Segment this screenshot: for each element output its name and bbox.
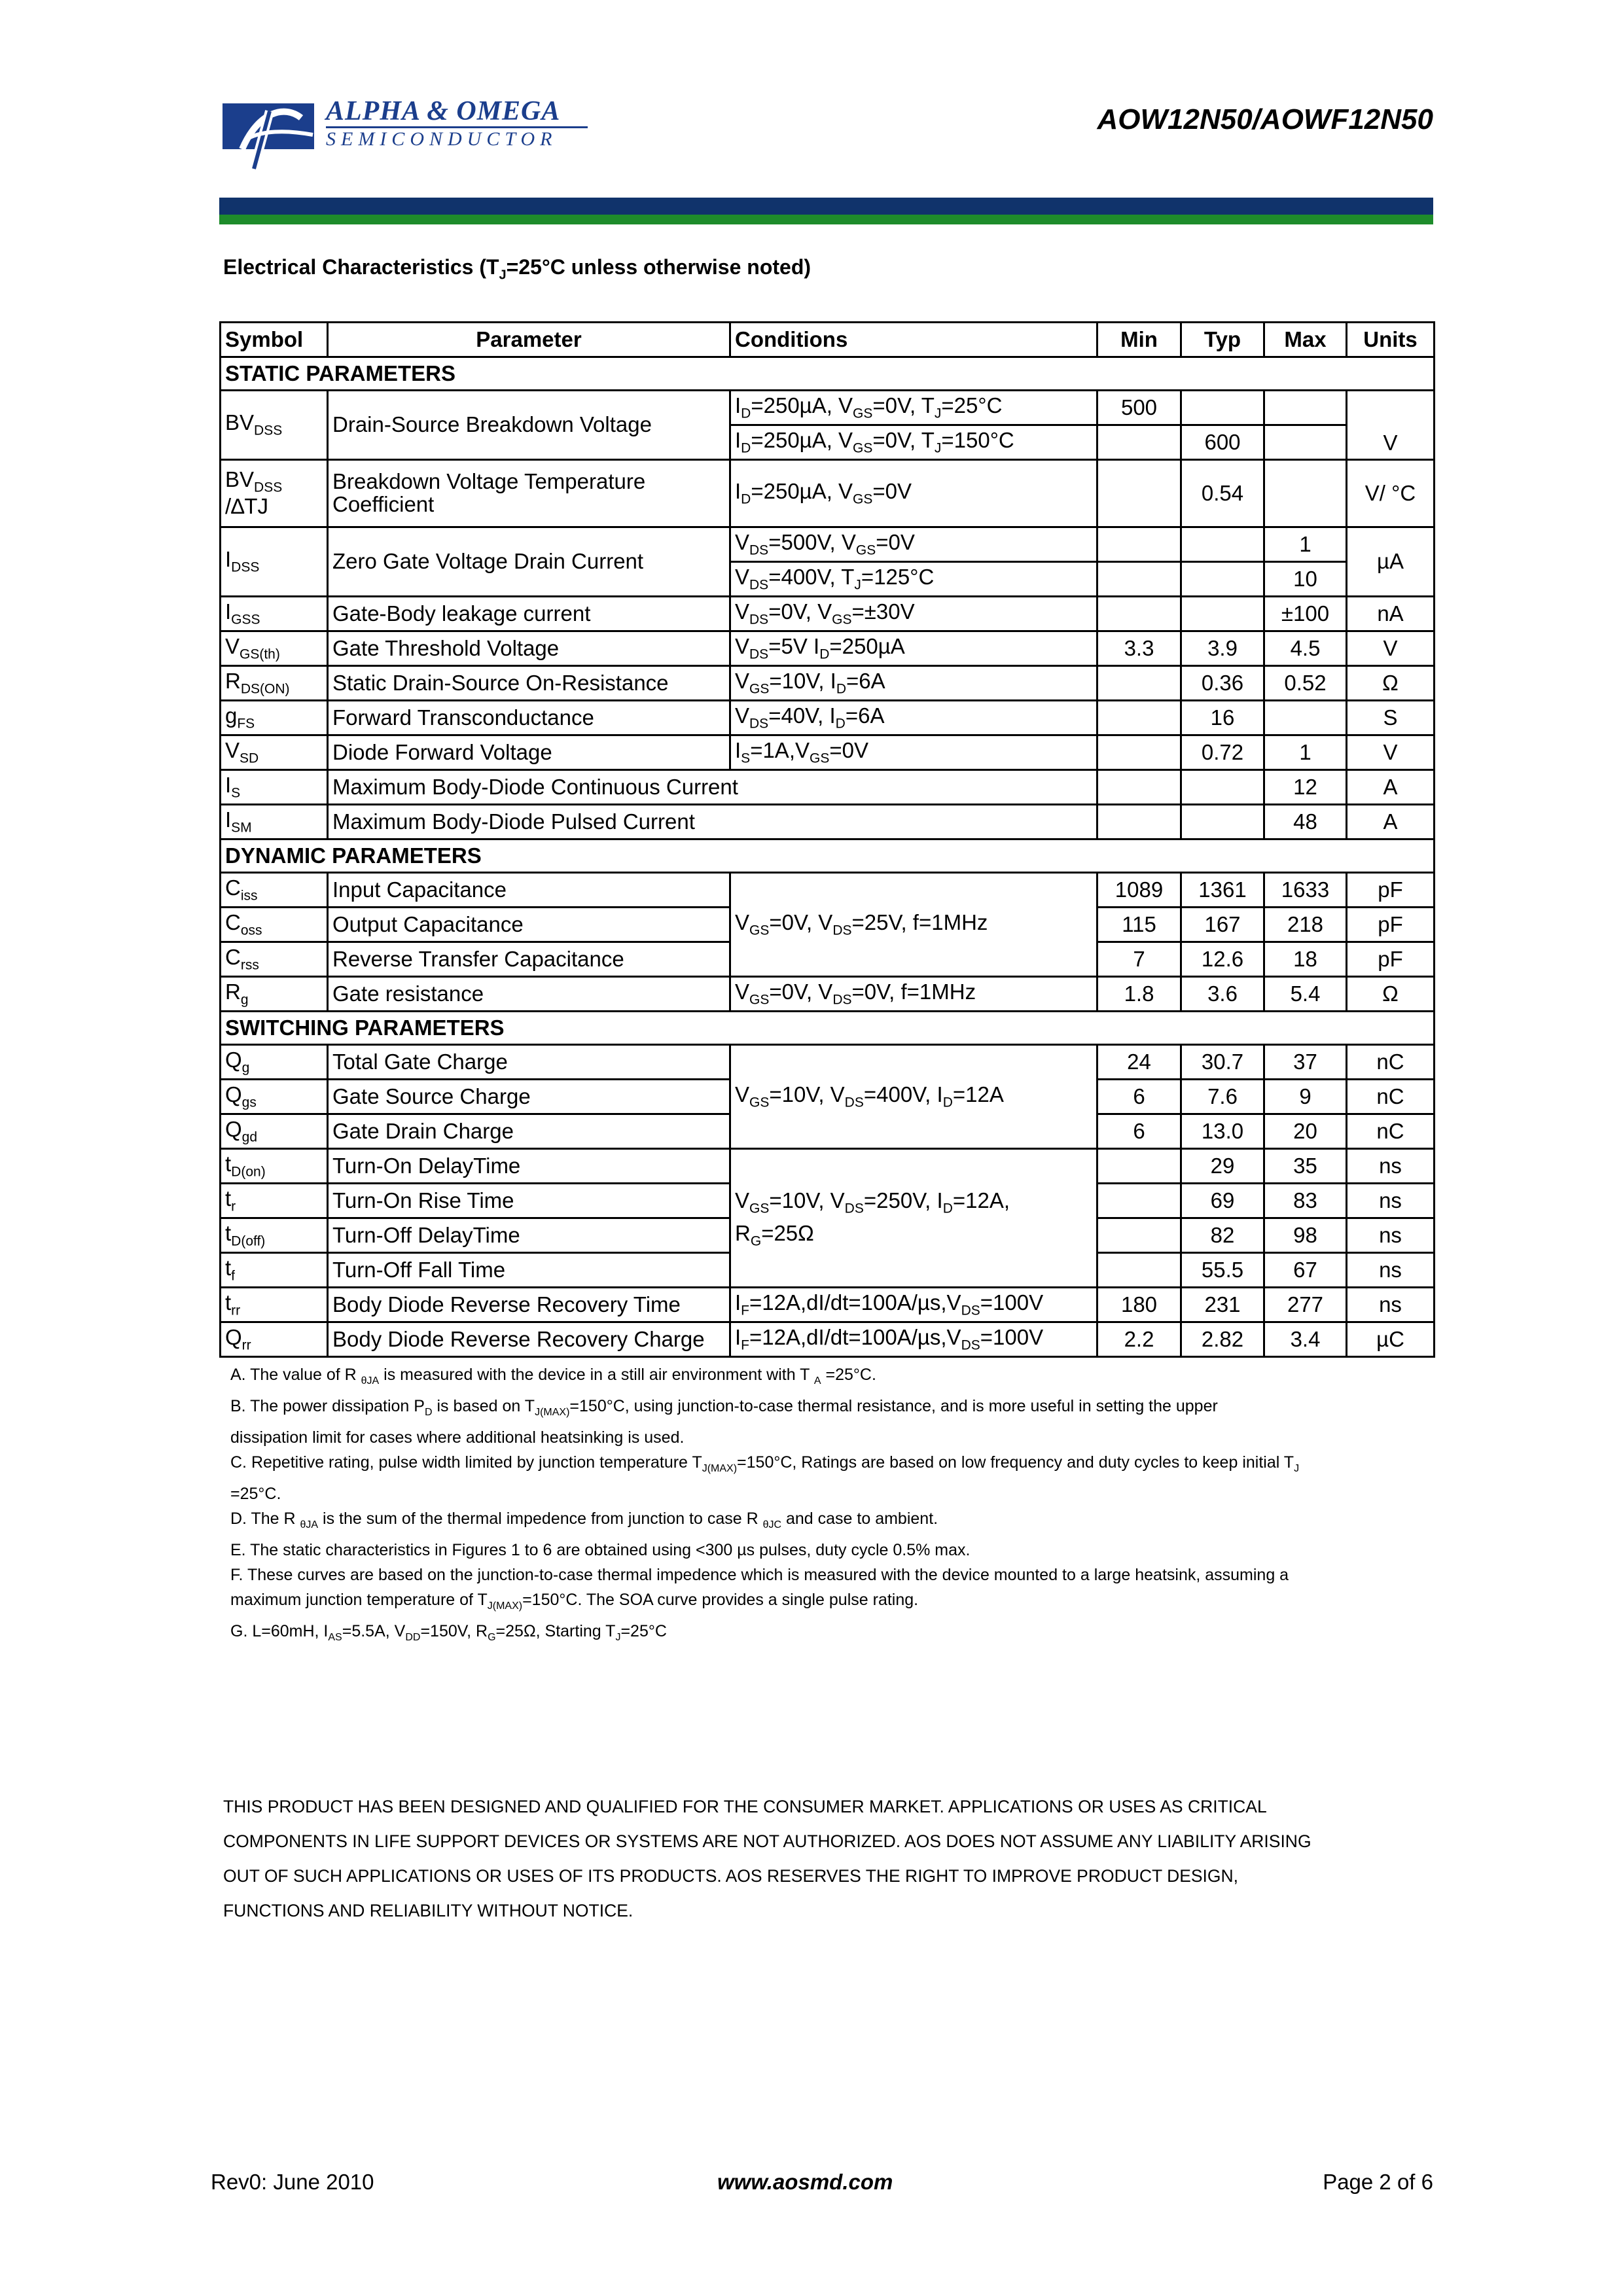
- typ-cell: [1181, 527, 1264, 562]
- subscript: GS: [832, 612, 852, 627]
- header-conditions: Conditions: [730, 323, 1097, 357]
- units-cell: ns: [1347, 1149, 1435, 1184]
- subscript: DS: [844, 1095, 864, 1110]
- max-cell: 5.4: [1264, 977, 1347, 1012]
- max-cell: 10: [1264, 562, 1347, 597]
- units-cell: ns: [1347, 1184, 1435, 1218]
- symbol-cell: $t_r$: [221, 1184, 328, 1218]
- max-cell: 35: [1264, 1149, 1347, 1184]
- subscript: GS: [749, 923, 770, 938]
- subscript: GS: [749, 992, 770, 1008]
- symbol-cell: $C_{rss}$: [221, 942, 328, 977]
- conditions-cell: $V_{DS}=40V$, $I_D=6A$: [730, 701, 1097, 735]
- subscript: DS: [749, 646, 769, 662]
- subscript: D: [942, 1201, 953, 1216]
- footer-page-number: Page 2 of 6: [1323, 2170, 1433, 2194]
- section-header: STATIC PARAMETERS: [221, 357, 1435, 391]
- note-line: B. The power dissipation $P_D$ is based on $T_{J(MAX)}=150^\circ C$, using junction-to-case thermal resistance, and is more useful in setting the upper: [230, 1397, 1218, 1418]
- typ-cell: [1181, 391, 1264, 425]
- min-cell: 6: [1097, 1080, 1181, 1114]
- disclaimer-line: OUT OF SUCH APPLICATIONS OR USES OF ITS PRODUCTS. AOS RESERVES THE RIGHT TO IMPROVE PRODUCT DESIGN,: [223, 1866, 1239, 1886]
- subscript: DD: [405, 1632, 421, 1643]
- header-band-blue: [219, 198, 1433, 215]
- parameter-cell: Diode Forward Voltage: [328, 735, 730, 770]
- symbol-cell: $V_{GS(th)}$: [221, 631, 328, 666]
- table-row: [221, 770, 1435, 805]
- parameter-cell: Gate resistance: [328, 977, 730, 1012]
- symbol-cell: $C_{iss}$: [221, 873, 328, 908]
- max-cell: 4.5: [1264, 631, 1347, 666]
- conditions-cell: $V_{DS}=5V$ $I_D=250\mu A$: [730, 631, 1097, 666]
- max-cell: 83: [1264, 1184, 1347, 1218]
- subscript: D: [836, 681, 846, 697]
- header-symbol: Symbol: [221, 323, 328, 357]
- disclaimer-line: THIS PRODUCT HAS BEEN DESIGNED AND QUALIFIED FOR THE CONSUMER MARKET. APPLICATIONS OR USES AS CRITICAL: [223, 1797, 1267, 1816]
- table-row: [221, 391, 1435, 425]
- max-cell: 48: [1264, 805, 1347, 839]
- typ-cell: [1181, 770, 1264, 805]
- subscript: iss: [240, 888, 258, 904]
- subscript: D: [835, 716, 846, 732]
- parameter-cell: Turn-Off DelayTime: [328, 1218, 730, 1253]
- min-cell: 6: [1097, 1114, 1181, 1149]
- company-logo: [223, 98, 314, 170]
- typ-cell: 3.9: [1181, 631, 1264, 666]
- subscript: DS: [749, 542, 769, 558]
- typ-cell: 3.6: [1181, 977, 1264, 1012]
- header-max: Max: [1264, 323, 1347, 357]
- min-cell: 500: [1097, 391, 1181, 425]
- header-parameter: Parameter: [328, 323, 730, 357]
- min-cell: [1097, 527, 1181, 562]
- subscript: GS: [810, 751, 830, 766]
- symbol-cell: $Q_{gd}$: [221, 1114, 328, 1149]
- subscript: GS: [853, 491, 873, 507]
- table-row: [221, 805, 1435, 839]
- symbol-cell: $V_{SD}$: [221, 735, 328, 770]
- units-cell: nC: [1347, 1114, 1435, 1149]
- max-cell: 277: [1264, 1288, 1347, 1322]
- max-cell: 67: [1264, 1253, 1347, 1288]
- min-cell: [1097, 701, 1181, 735]
- subscript: D: [819, 646, 830, 662]
- conditions-cell: $V_{DS}=0V$, $V_{GS}=\pm 30V$: [730, 597, 1097, 631]
- min-cell: 180: [1097, 1288, 1181, 1322]
- parameter-cell: Static Drain-Source On-Resistance: [328, 666, 730, 701]
- parameter-cell: Forward Transconductance: [328, 701, 730, 735]
- conditions-cell: $I_F=12A,dI/dt=100A/\mu s,V_{DS}=100V$: [730, 1322, 1097, 1357]
- symbol-cell: $I_S$: [221, 770, 328, 805]
- min-cell: 1089: [1097, 873, 1181, 908]
- section-title: Electrical Characteristics ($T_J=25^\circ C$ unless otherwise noted): [223, 255, 812, 283]
- subscript: gd: [241, 1129, 258, 1145]
- subscript: D: [424, 1407, 433, 1418]
- subscript: rr: [241, 1337, 251, 1353]
- section-header: DYNAMIC PARAMETERS: [221, 839, 1435, 873]
- section-row: [221, 1012, 1435, 1045]
- parameter-cell: Turn-On Rise Time: [328, 1184, 730, 1218]
- subscript: DS: [961, 1337, 980, 1353]
- table-row: [221, 597, 1435, 631]
- min-cell: [1097, 735, 1181, 770]
- subscript: r: [231, 1199, 236, 1214]
- min-cell: [1097, 1149, 1181, 1184]
- parameter-cell: Reverse Transfer Capacitance: [328, 942, 730, 977]
- subscript: AS: [328, 1632, 342, 1643]
- units-cell: nC: [1347, 1080, 1435, 1114]
- subscript: DS: [749, 577, 769, 593]
- parameter-cell: Gate Drain Charge: [328, 1114, 730, 1149]
- units-cell: V: [1347, 391, 1435, 460]
- subscript: GS: [855, 542, 876, 558]
- note-line: dissipation limit for cases where additional heatsinking is used.: [230, 1428, 685, 1447]
- parameter-cell: Zero Gate Voltage Drain Current: [328, 527, 730, 597]
- min-cell: [1097, 562, 1181, 597]
- subscript: g: [241, 1060, 250, 1076]
- typ-cell: 167: [1181, 908, 1264, 942]
- min-cell: [1097, 1218, 1181, 1253]
- parameter-cell: Turn-On DelayTime: [328, 1149, 730, 1184]
- typ-cell: 13.0: [1181, 1114, 1264, 1149]
- units-cell: ns: [1347, 1288, 1435, 1322]
- typ-cell: [1181, 597, 1264, 631]
- max-cell: [1264, 460, 1347, 527]
- subscript: DSS: [254, 423, 283, 438]
- subscript: GS(th): [240, 646, 280, 662]
- max-cell: 37: [1264, 1045, 1347, 1080]
- section-row: [221, 839, 1435, 873]
- table-row: [221, 701, 1435, 735]
- subscript: F: [741, 1303, 749, 1318]
- units-cell: pF: [1347, 942, 1435, 977]
- conditions-cell: $I_S=1A,V_{GS}=0V$: [730, 735, 1097, 770]
- section-header: SWITCHING PARAMETERS: [221, 1012, 1435, 1045]
- subscript: J: [1294, 1463, 1300, 1474]
- conditions-cell: $V_{GS}=10V$, $I_D=6A$: [730, 666, 1097, 701]
- max-cell: 1: [1264, 735, 1347, 770]
- typ-cell: 12.6: [1181, 942, 1264, 977]
- subscript: GS: [749, 1095, 770, 1110]
- min-cell: [1097, 1184, 1181, 1218]
- conditions-cell: $V_{GS}=0V$, $V_{DS}=0V$, f=1MHz: [730, 977, 1097, 1012]
- subscript: A: [813, 1375, 821, 1386]
- parameter-cell: Total Gate Charge: [328, 1045, 730, 1080]
- units-cell: V: [1347, 631, 1435, 666]
- symbol-cell: $t_f$: [221, 1253, 328, 1288]
- subscript: J(MAX): [487, 1600, 523, 1612]
- table-row: [221, 735, 1435, 770]
- header-units: Units: [1347, 323, 1435, 357]
- parameter-cell: Gate-Body leakage current: [328, 597, 730, 631]
- footer-revision: Rev0: June 2010: [211, 2170, 374, 2194]
- table-row: [221, 873, 1435, 908]
- table-row: [221, 631, 1435, 666]
- typ-cell: [1181, 562, 1264, 597]
- table-header-row: [221, 323, 1435, 357]
- min-cell: [1097, 1253, 1181, 1288]
- subscript: J: [854, 577, 861, 593]
- table-row: [221, 1288, 1435, 1322]
- subscript: DS: [832, 923, 852, 938]
- subscript: J(MAX): [702, 1463, 738, 1474]
- typ-cell: 2.82: [1181, 1322, 1264, 1357]
- parameter-cell: Gate Source Charge: [328, 1080, 730, 1114]
- subscript: G: [488, 1632, 496, 1643]
- subscript: gs: [241, 1095, 257, 1110]
- units-cell: Ω: [1347, 666, 1435, 701]
- subscript: GS: [853, 406, 873, 421]
- note-line: maximum junction temperature of $T_{J(MAX)}=150^\circ C$. The SOA curve provides a single pulse rating.: [230, 1591, 919, 1612]
- symbol-cell: $BV_{DSS}$: [221, 391, 328, 460]
- min-cell: [1097, 770, 1181, 805]
- min-cell: [1097, 666, 1181, 701]
- subscript: DS: [749, 612, 769, 627]
- subscript: DS: [844, 1201, 864, 1216]
- units-cell: µC: [1347, 1322, 1435, 1357]
- min-cell: 24: [1097, 1045, 1181, 1080]
- conditions-cell: $V_{DS}=500V$, $V_{GS}=0V$: [730, 527, 1097, 562]
- parameter-cell: Input Capacitance: [328, 873, 730, 908]
- typ-cell: 0.72: [1181, 735, 1264, 770]
- section-row: [221, 357, 1435, 391]
- max-cell: 1: [1264, 527, 1347, 562]
- subscript: SD: [240, 751, 259, 766]
- max-cell: [1264, 425, 1347, 460]
- max-cell: 3.4: [1264, 1322, 1347, 1357]
- min-cell: [1097, 425, 1181, 460]
- subscript: S: [231, 785, 241, 801]
- footer-website-link[interactable]: www.aosmd.com: [717, 2170, 893, 2194]
- units-cell: nC: [1347, 1045, 1435, 1080]
- max-cell: 218: [1264, 908, 1347, 942]
- subscript: DSS: [254, 480, 283, 495]
- max-cell: [1264, 391, 1347, 425]
- max-cell: 1633: [1264, 873, 1347, 908]
- subscript: g: [240, 992, 249, 1008]
- subscript: DS: [832, 992, 852, 1008]
- subscript: S: [741, 751, 751, 766]
- typ-cell: 55.5: [1181, 1253, 1264, 1288]
- typ-cell: 600: [1181, 425, 1264, 460]
- conditions-cell: $V_{DS}=400V$, $T_J=125^\circ C$: [730, 562, 1097, 597]
- table-body: [221, 323, 1435, 1357]
- typ-cell: 0.54: [1181, 460, 1264, 527]
- table-row: [221, 1322, 1435, 1357]
- min-cell: 3.3: [1097, 631, 1181, 666]
- units-cell: A: [1347, 770, 1435, 805]
- header-min: Min: [1097, 323, 1181, 357]
- conditions-cell: $I_D=250\mu A$, $V_{GS}=0V$, $T_J=25^\circ C$: [730, 391, 1097, 425]
- subscript: DS: [961, 1303, 980, 1318]
- conditions-cell: $I_F=12A,dI/dt=100A/\mu s,V_{DS}=100V$: [730, 1288, 1097, 1322]
- symbol-cell: $I_{SM}$: [221, 805, 328, 839]
- subscript: rss: [240, 957, 259, 973]
- subscript: GS: [749, 681, 770, 697]
- units-cell: µA: [1347, 527, 1435, 597]
- parameter-cell: Output Capacitance: [328, 908, 730, 942]
- subscript: rr: [231, 1303, 241, 1318]
- symbol-cell: $Q_g$: [221, 1045, 328, 1080]
- table-row: [221, 527, 1435, 562]
- units-cell: ns: [1347, 1218, 1435, 1253]
- units-cell: nA: [1347, 597, 1435, 631]
- header-typ: Typ: [1181, 323, 1264, 357]
- units-cell: Ω: [1347, 977, 1435, 1012]
- parameter-cell: Turn-Off Fall Time: [328, 1253, 730, 1288]
- symbol-cell: $I_{GSS}$: [221, 597, 328, 631]
- disclaimer-line: COMPONENTS IN LIFE SUPPORT DEVICES OR SYSTEMS ARE NOT AUTHORIZED. AOS DOES NOT ASSUME ANY LIABILITY ARISING: [223, 1831, 1311, 1851]
- subscript: D(on): [231, 1164, 266, 1180]
- subscript: J: [615, 1632, 621, 1643]
- note-line: F. These curves are based on the junction-to-case thermal impedence which is measured with the device mounted to a large heatsink, assuming a: [230, 1566, 1289, 1584]
- disclaimer: [223, 1790, 1434, 1928]
- symbol-cell: $C_{oss}$: [221, 908, 328, 942]
- typ-cell: 16: [1181, 701, 1264, 735]
- table-row: [221, 1149, 1435, 1184]
- subscript: f: [231, 1268, 236, 1284]
- max-cell: 12: [1264, 770, 1347, 805]
- conditions-cell: $V_{GS}=10V$, $V_{DS}=400V$, $I_D=12A$: [730, 1045, 1097, 1149]
- subscript: D: [741, 491, 751, 507]
- units-cell: pF: [1347, 873, 1435, 908]
- typ-cell: [1181, 805, 1264, 839]
- typ-cell: 30.7: [1181, 1045, 1264, 1080]
- max-cell: 18: [1264, 942, 1347, 977]
- max-cell: 9: [1264, 1080, 1347, 1114]
- subscript: DS(ON): [240, 681, 290, 697]
- subscript: FS: [237, 716, 255, 732]
- subscript: D: [942, 1095, 953, 1110]
- disclaimer-line: FUNCTIONS AND RELIABILITY WITHOUT NOTICE.: [223, 1901, 633, 1920]
- max-cell: 98: [1264, 1218, 1347, 1253]
- electrical-characteristics-table: [219, 321, 1435, 1358]
- subscript: D: [741, 406, 751, 421]
- symbol-cell: $BV_{DSS}$ /∆TJ: [221, 460, 328, 527]
- min-cell: 7: [1097, 942, 1181, 977]
- conditions-cell: $I_D=250\mu A$, $V_{GS}=0V$: [730, 460, 1097, 527]
- typ-cell: 29: [1181, 1149, 1264, 1184]
- typ-cell: 231: [1181, 1288, 1264, 1322]
- typ-cell: 69: [1181, 1184, 1264, 1218]
- parameter-cell: Drain-Source Breakdown Voltage: [328, 391, 730, 460]
- subscript: θJA: [300, 1519, 319, 1530]
- table-row: [221, 460, 1435, 527]
- footnotes: [230, 1362, 1435, 1650]
- symbol-cell: $g_{FS}$: [221, 701, 328, 735]
- parameter-cell: Maximum Body-Diode Continuous Current: [328, 770, 1097, 805]
- note-line: D. The R $_{\theta JA}$ is the sum of the thermal impedence from junction to case R $_{\theta JC}$ and case to ambient.: [230, 1510, 938, 1530]
- symbol-cell: $R_{DS(ON)}$: [221, 666, 328, 701]
- symbol-cell: $Q_{rr}$: [221, 1322, 328, 1357]
- min-cell: [1097, 805, 1181, 839]
- typ-cell: 1361: [1181, 873, 1264, 908]
- part-number: AOW12N50/AOWF12N50: [1097, 103, 1433, 135]
- table-row: [221, 1045, 1435, 1080]
- parameter-cell: Body Diode Reverse Recovery Time: [328, 1288, 730, 1322]
- max-cell: [1264, 701, 1347, 735]
- subscript: GS: [853, 440, 873, 456]
- note-line: E. The static characteristics in Figures 1 to 6 are obtained using <300 µs pulses, duty cycle 0.5% max.: [230, 1541, 971, 1559]
- min-cell: 2.2: [1097, 1322, 1181, 1357]
- units-cell: A: [1347, 805, 1435, 839]
- symbol-cell: $t_{rr}$: [221, 1288, 328, 1322]
- symbol-cell: $t_{D(off)}$: [221, 1218, 328, 1253]
- subscript: GSS: [231, 612, 260, 627]
- symbol-cell: $t_{D(on)}$: [221, 1149, 328, 1184]
- brand-subtitle: SEMICONDUCTOR: [326, 128, 558, 150]
- subscript: DSS: [231, 559, 260, 575]
- subscript: J: [934, 406, 942, 421]
- max-cell: ±100: [1264, 597, 1347, 631]
- subscript: SM: [231, 820, 252, 836]
- conditions-cell: $I_D=250\mu A$, $V_{GS}=0V$, $T_J=150^\circ C$: [730, 425, 1097, 460]
- subscript: θJC: [762, 1519, 782, 1530]
- parameter-cell: Breakdown Voltage Temperature Coefficient: [328, 460, 730, 527]
- subscript: J: [934, 440, 942, 456]
- note-line: C. Repetitive rating, pulse width limited by junction temperature $T_{J(MAX)}=150^\circ C$, Ratings are based on low frequency and duty cycles to keep initial $T_J$: [230, 1453, 1300, 1474]
- min-cell: 115: [1097, 908, 1181, 942]
- min-cell: [1097, 460, 1181, 527]
- header-band-green: [219, 215, 1433, 224]
- symbol-cell: $R_g$: [221, 977, 328, 1012]
- parameter-cell: Body Diode Reverse Recovery Charge: [328, 1322, 730, 1357]
- typ-cell: 82: [1181, 1218, 1264, 1253]
- typ-cell: 0.36: [1181, 666, 1264, 701]
- min-cell: 1.8: [1097, 977, 1181, 1012]
- units-cell: ns: [1347, 1253, 1435, 1288]
- symbol-cell: $I_{DSS}$: [221, 527, 328, 597]
- conditions-cell: $V_{GS}=0V$, $V_{DS}=25V$, f=1MHz: [730, 873, 1097, 977]
- max-cell: 0.52: [1264, 666, 1347, 701]
- conditions-cell: $V_{GS}=10V$, $V_{DS}=250V$, $I_D=12A$, $R_G=25\Omega$: [730, 1149, 1097, 1288]
- brand-name: ALPHA & OMEGA: [326, 96, 561, 126]
- units-cell: pF: [1347, 908, 1435, 942]
- symbol-cell: $Q_{gs}$: [221, 1080, 328, 1114]
- subscript: DS: [749, 716, 769, 732]
- table-row: [221, 666, 1435, 701]
- subscript: oss: [240, 923, 262, 938]
- subscript: GS: [749, 1201, 770, 1216]
- typ-cell: 7.6: [1181, 1080, 1264, 1114]
- subscript: G: [750, 1233, 762, 1249]
- max-cell: 20: [1264, 1114, 1347, 1149]
- table-row: [221, 977, 1435, 1012]
- note-line: =25°C.: [230, 1485, 281, 1503]
- units-cell: S: [1347, 701, 1435, 735]
- subscript: θJA: [361, 1375, 380, 1386]
- subscript: J(MAX): [535, 1407, 570, 1418]
- units-cell: V/ °C: [1347, 460, 1435, 527]
- subscript: F: [741, 1337, 749, 1353]
- parameter-cell: Gate Threshold Voltage: [328, 631, 730, 666]
- min-cell: [1097, 597, 1181, 631]
- note-line: A. The value of R $_{\theta JA}$ is measured with the device in a still air environment with T $_A$ =25°C.: [230, 1366, 876, 1386]
- subscript: D: [741, 440, 751, 456]
- note-line: G. L=60mH, $I_{AS}=5.5A$, $V_{DD}=150V$, $R_G=25\Omega$, Starting $T_J=25^\circ C$: [230, 1622, 667, 1643]
- units-cell: V: [1347, 735, 1435, 770]
- parameter-cell: Maximum Body-Diode Pulsed Current: [328, 805, 1097, 839]
- subscript: D(off): [231, 1233, 266, 1249]
